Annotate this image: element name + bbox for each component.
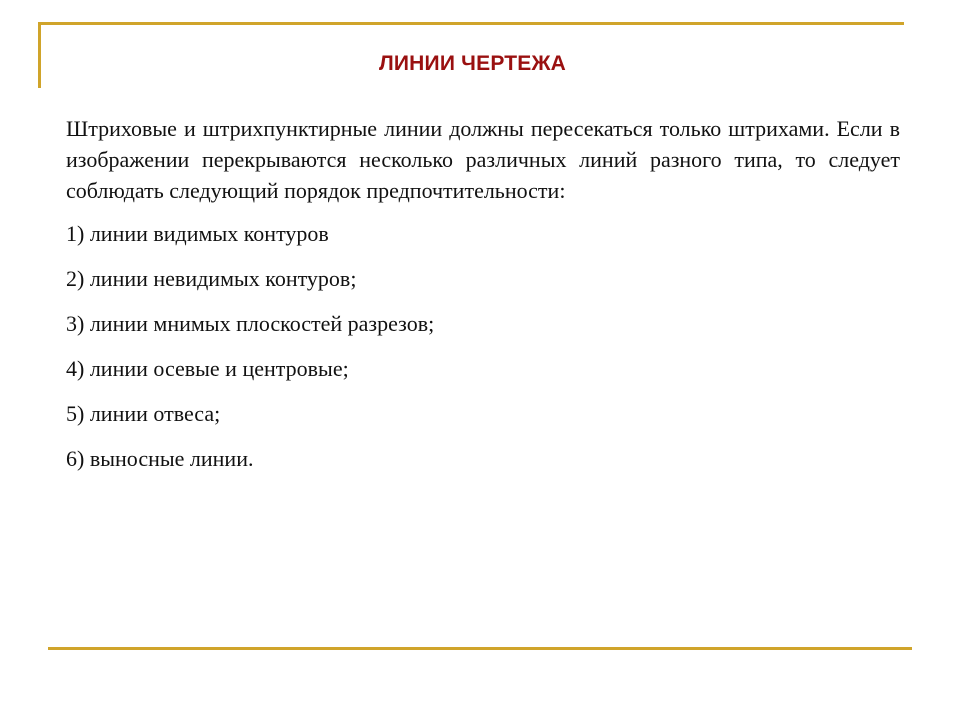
list-item-6: 6) выносные линии. <box>66 446 254 471</box>
frame-bottom-line <box>48 647 912 650</box>
slide-body <box>66 113 900 488</box>
list-item-5: 5) линии отвеса; <box>66 401 221 426</box>
intro-paragraph: Штриховые и штрихпунктирные линии должны пересекаться только штрихами. Если в изображении перекрываются несколько различных линий разного типа, то следует соблюдать следующий порядок предпочтительности: <box>66 116 900 203</box>
frame-top-line <box>38 22 904 25</box>
list-item-3: 3) линии мнимых плоскостей разрезов; <box>66 311 435 336</box>
list-item-2: 2) линии невидимых контуров; <box>66 266 357 291</box>
list-item-1: 1) линии видимых контуров <box>66 221 329 246</box>
priority-list <box>66 218 900 474</box>
slide-title: ЛИНИИ ЧЕРТЕЖА <box>378 52 567 75</box>
list-item-4: 4) линии осевые и центровые; <box>66 356 349 381</box>
